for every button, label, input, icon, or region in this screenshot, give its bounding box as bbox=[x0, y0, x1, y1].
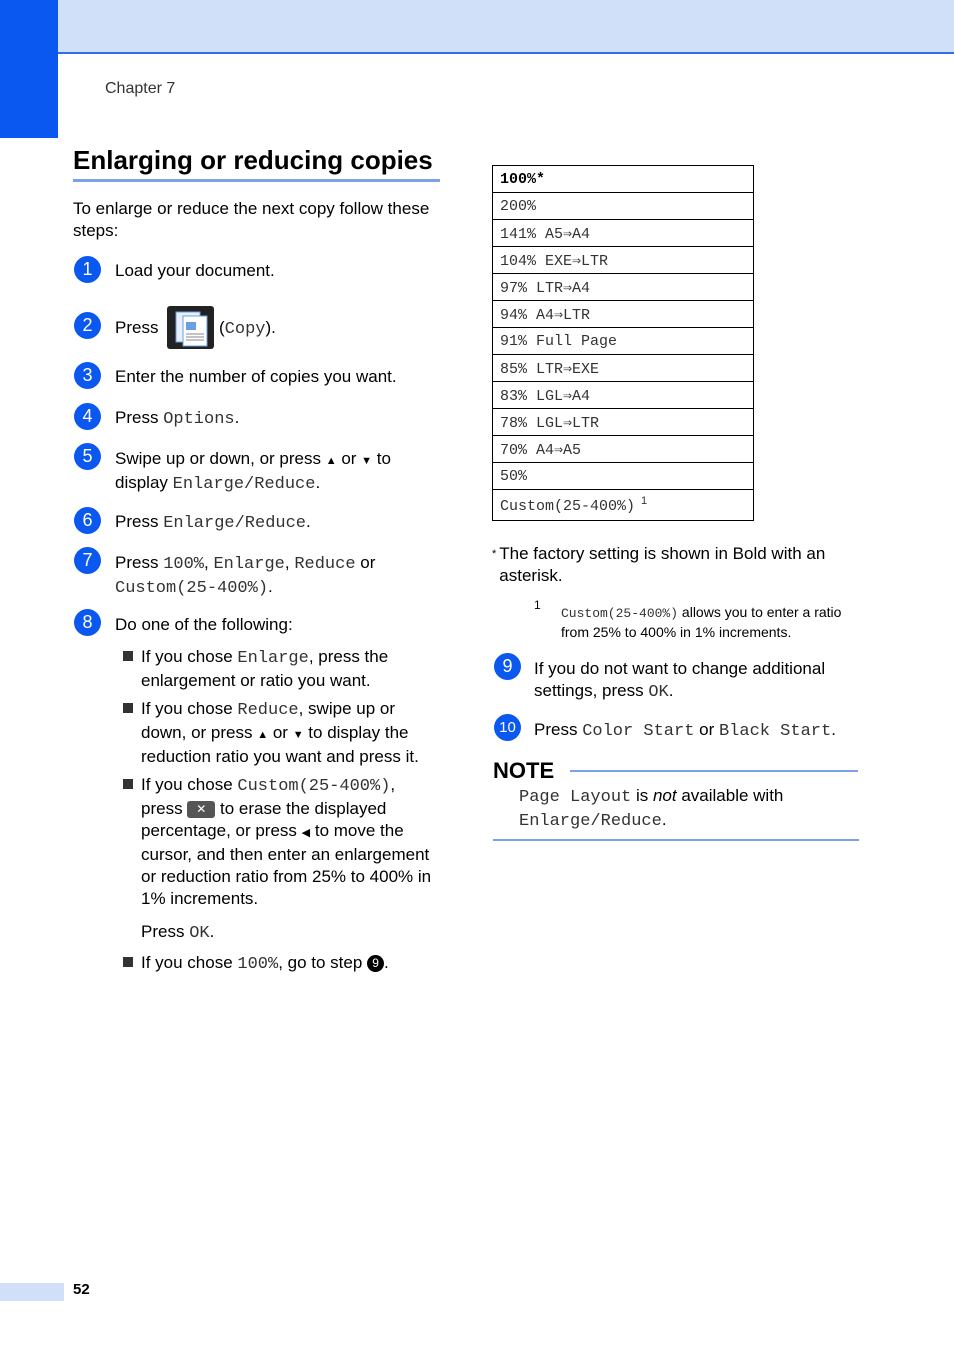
text: press bbox=[141, 799, 188, 818]
ratio-cell bbox=[493, 436, 754, 463]
footnote-star bbox=[492, 543, 862, 587]
step-ref-9: 9 bbox=[367, 955, 384, 972]
ratio-cell bbox=[493, 166, 754, 193]
ratio-value: Custom(25-400%) bbox=[500, 498, 636, 515]
backspace-icon: ✕ bbox=[187, 801, 215, 818]
bullet-enlarge bbox=[141, 646, 436, 692]
bullet-custom bbox=[141, 774, 439, 910]
step-10-text bbox=[534, 719, 836, 743]
code: Custom(25-400%) bbox=[115, 579, 269, 598]
text: Press bbox=[115, 553, 164, 572]
options-code: Options bbox=[163, 410, 235, 429]
ratio-value: 94% A4⇒LTR bbox=[500, 306, 591, 324]
text: . bbox=[668, 681, 674, 700]
text: If you do not want to change additional settings, press bbox=[534, 659, 826, 700]
text: . bbox=[315, 473, 321, 492]
up-arrow-icon: ▲ bbox=[257, 729, 269, 741]
text: . bbox=[831, 720, 836, 739]
text: If you chose bbox=[141, 775, 238, 794]
text: . bbox=[268, 577, 273, 596]
text: , press the enlargement or ratio you want. bbox=[141, 647, 389, 690]
text: or bbox=[355, 553, 376, 572]
step-number-9: 9 bbox=[494, 653, 521, 680]
step-4-text bbox=[115, 407, 239, 431]
code: Enlarge/Reduce bbox=[519, 812, 662, 831]
ratio-cell bbox=[493, 247, 754, 274]
step-number-6: 6 bbox=[74, 507, 101, 534]
text: Press bbox=[141, 922, 190, 941]
text: to erase the displayed percentage, or press bbox=[141, 799, 387, 840]
paren: ). bbox=[265, 318, 276, 337]
note-bottom-rule bbox=[493, 839, 859, 841]
step-number-8: 8 bbox=[74, 609, 101, 636]
text: or bbox=[336, 449, 362, 468]
note-body bbox=[519, 785, 849, 833]
header-band bbox=[0, 0, 954, 54]
text: to bbox=[372, 449, 391, 468]
ratio-row bbox=[493, 328, 754, 355]
step-6-text bbox=[115, 511, 311, 535]
note-heading: NOTE bbox=[493, 758, 555, 783]
text: to display the reduction ratio you want and press it. bbox=[141, 723, 419, 766]
ratio-row bbox=[493, 436, 754, 463]
ratio-cell bbox=[493, 328, 754, 355]
step-7-text bbox=[115, 552, 435, 600]
ratio-cell bbox=[493, 490, 754, 521]
text: . bbox=[384, 953, 389, 972]
bullet-reduce bbox=[141, 698, 441, 768]
text: If you chose bbox=[141, 647, 238, 666]
bullet-marker bbox=[123, 779, 133, 789]
code: OK bbox=[189, 924, 210, 943]
ratio-cell bbox=[493, 301, 754, 328]
code: Enlarge bbox=[237, 649, 309, 668]
step-number-1: 1 bbox=[74, 256, 101, 283]
down-arrow-icon: ▼ bbox=[361, 455, 373, 467]
text: , bbox=[284, 553, 295, 572]
text: or bbox=[694, 720, 719, 739]
ratio-row bbox=[493, 463, 754, 490]
code: 100% bbox=[237, 955, 279, 974]
text: . bbox=[661, 810, 667, 829]
code: Enlarge bbox=[213, 555, 285, 574]
step-number-10: 10 bbox=[494, 714, 521, 741]
ratio-cell bbox=[493, 382, 754, 409]
ratio-row bbox=[493, 193, 754, 220]
ratio-row bbox=[493, 274, 754, 301]
code: Custom(25-400%) bbox=[237, 777, 391, 796]
text: to move the cursor, and then enter an enlargement or reduction ratio from 25% to 400% in 1% increments. bbox=[141, 821, 432, 908]
text: display bbox=[115, 473, 173, 492]
step-9-text bbox=[534, 658, 864, 704]
text: . bbox=[234, 408, 240, 427]
ratio-value: 70% A4⇒A5 bbox=[500, 441, 582, 459]
intro-text: To enlarge or reduce the next copy follow these steps: bbox=[73, 199, 430, 240]
ratio-value: 141% A5⇒A4 bbox=[500, 225, 591, 243]
ratio-row bbox=[493, 409, 754, 436]
code: Reduce bbox=[294, 555, 356, 574]
chapter-label: Chapter 7 bbox=[105, 80, 176, 97]
text: Press bbox=[534, 720, 583, 739]
enlarge-reduce-code: Enlarge/Reduce bbox=[163, 514, 307, 533]
code: Custom(25-400%) bbox=[561, 606, 679, 621]
ratio-cell bbox=[493, 220, 754, 247]
ratio-cell bbox=[493, 463, 754, 490]
footnote-text: The factory setting is shown in Bold with an asterisk. bbox=[499, 544, 826, 585]
code: 100% bbox=[163, 555, 204, 574]
ratio-value: 200% bbox=[500, 197, 537, 215]
bullet-100 bbox=[141, 952, 389, 976]
ratio-value: 85% LTR⇒EXE bbox=[500, 360, 600, 378]
ratio-cell bbox=[493, 193, 754, 220]
code: Page Layout bbox=[519, 788, 632, 807]
step-5-text bbox=[115, 448, 435, 496]
text: , bbox=[204, 553, 214, 572]
paren: ( bbox=[219, 318, 225, 337]
ratio-row bbox=[493, 382, 754, 409]
code: Black Start bbox=[718, 722, 832, 741]
text: . bbox=[209, 922, 215, 941]
bullet-marker bbox=[123, 957, 133, 967]
step-number-2: 2 bbox=[74, 312, 101, 339]
ratio-value: 83% LGL⇒A4 bbox=[500, 387, 591, 405]
section-title: Enlarging or reducing copies bbox=[73, 145, 440, 182]
footnote-1-marker: 1 bbox=[534, 598, 541, 612]
ratio-row bbox=[493, 490, 754, 521]
ratio-row bbox=[493, 166, 754, 193]
ratio-cell bbox=[493, 409, 754, 436]
code: Reduce bbox=[237, 701, 299, 720]
footnote-1 bbox=[561, 603, 851, 641]
ratio-cell bbox=[493, 355, 754, 382]
bullet-marker bbox=[123, 703, 133, 713]
text: not bbox=[652, 786, 677, 805]
ratio-value: 91% Full Page bbox=[500, 332, 618, 350]
ratio-row bbox=[493, 355, 754, 382]
bullet-custom-press-ok bbox=[141, 921, 214, 945]
text: Press bbox=[115, 408, 164, 427]
footnote-ref: 1 bbox=[641, 495, 648, 507]
asterisk: * bbox=[492, 548, 497, 560]
text: If you chose bbox=[141, 699, 238, 718]
ratio-row bbox=[493, 247, 754, 274]
ratio-row bbox=[493, 220, 754, 247]
text: or bbox=[268, 723, 293, 742]
step-2-press: Press bbox=[115, 318, 159, 337]
text: Press bbox=[115, 512, 164, 531]
ratio-value: 104% EXE⇒LTR bbox=[500, 252, 609, 270]
chapter-tab bbox=[0, 0, 58, 138]
step-number-4: 4 bbox=[74, 403, 101, 430]
step-1-text: Load your document. bbox=[115, 261, 275, 280]
ratio-value: 100%* bbox=[500, 170, 546, 188]
text: , go to step bbox=[278, 953, 368, 972]
ratio-value: 97% LTR⇒A4 bbox=[500, 279, 591, 297]
page-number-band bbox=[0, 1283, 64, 1301]
page-number: 52 bbox=[73, 1281, 90, 1298]
down-arrow-icon: ▼ bbox=[292, 729, 304, 741]
code: OK bbox=[648, 683, 669, 702]
ratio-value: 50% bbox=[500, 467, 528, 485]
step-8-text: Do one of the following: bbox=[115, 615, 293, 634]
step-2-label bbox=[219, 317, 276, 341]
text: , bbox=[390, 775, 396, 794]
step-number-7: 7 bbox=[74, 547, 101, 574]
ratio-cell bbox=[493, 274, 754, 301]
left-arrow-icon: ◀ bbox=[301, 827, 311, 839]
text: available with bbox=[676, 786, 784, 805]
note-rule bbox=[570, 770, 858, 772]
code: Color Start bbox=[582, 722, 695, 741]
text: allows you to enter a ratio from 25% to 400% in 1% increments. bbox=[561, 604, 842, 640]
up-arrow-icon: ▲ bbox=[325, 455, 337, 467]
ratio-table bbox=[492, 165, 754, 521]
ratio-row bbox=[493, 301, 754, 328]
copy-code: Copy bbox=[224, 320, 266, 339]
text: If you chose bbox=[141, 953, 238, 972]
text: , swipe up or down, or press bbox=[141, 699, 395, 742]
copy-icon[interactable] bbox=[167, 306, 214, 349]
ratio-value: 78% LGL⇒LTR bbox=[500, 414, 600, 432]
text: . bbox=[306, 512, 311, 531]
enlarge-reduce-code: Enlarge/Reduce bbox=[172, 475, 316, 494]
step-number-5: 5 bbox=[74, 443, 101, 470]
step-number-3: 3 bbox=[74, 362, 101, 389]
bullet-marker bbox=[123, 651, 133, 661]
step-3-text: Enter the number of copies you want. bbox=[115, 367, 397, 386]
text: Swipe up or down, or press bbox=[115, 449, 326, 468]
text: is bbox=[631, 786, 653, 805]
